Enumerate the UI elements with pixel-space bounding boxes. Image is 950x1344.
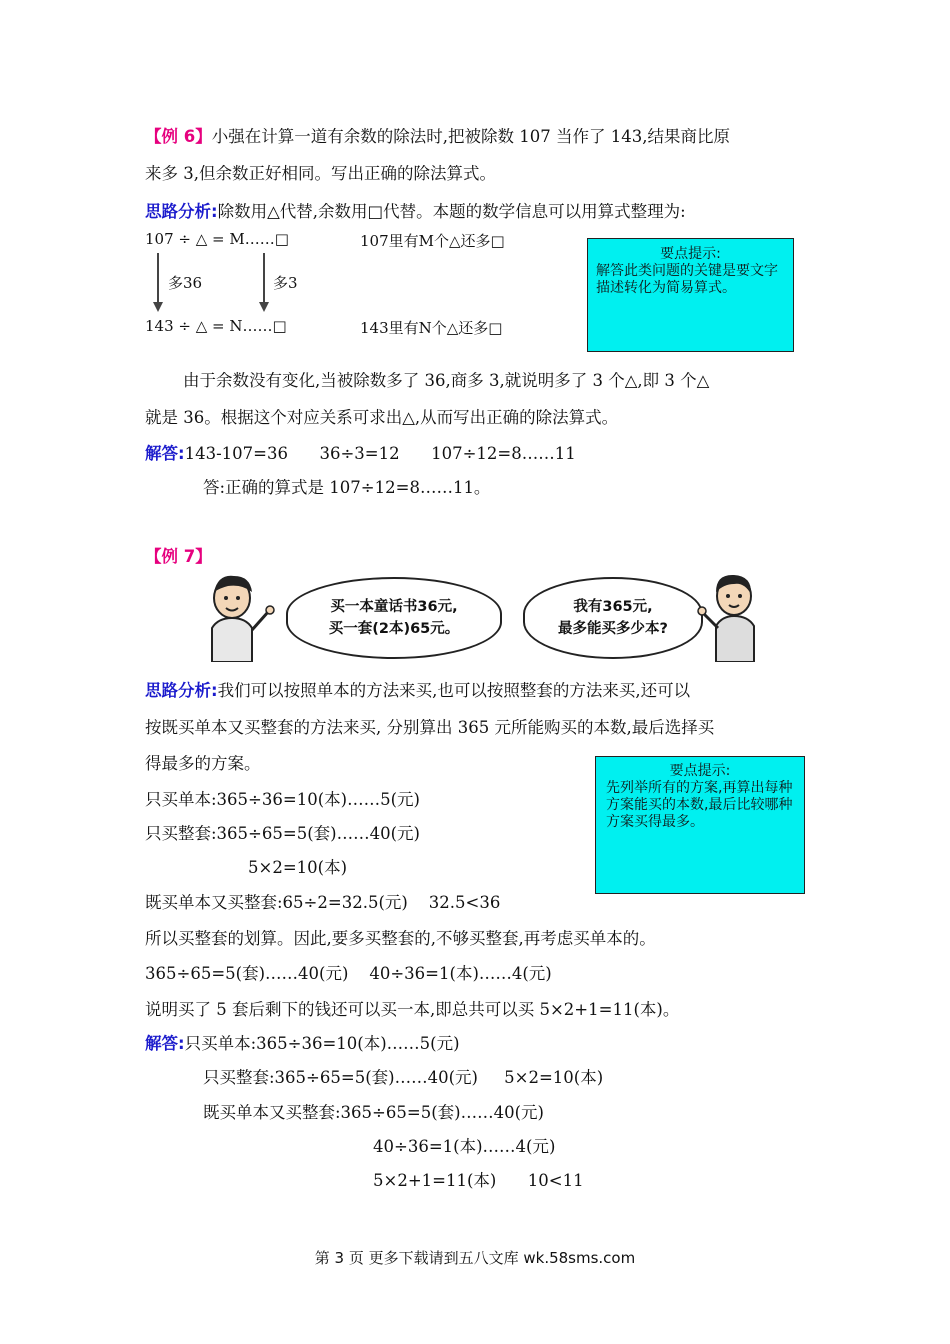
- bubble-left-line1: 买一本童话书36元,: [330, 599, 458, 615]
- ex6-problem-line2: 来多 3,但余数正好相同。写出正确的除法算式。: [145, 164, 496, 183]
- speech-bubble-right: [523, 577, 703, 659]
- ex6-tip-box: [587, 238, 794, 352]
- ex6-equation-2: 143 ÷ △ = N……□: [145, 317, 287, 335]
- ex6-analysis: 思路分析:除数用△代替,余数用□代替。本题的数学信息可以用算式整理为:: [145, 202, 686, 221]
- ex6-equation-1: 107 ÷ △ = M……□: [145, 230, 289, 248]
- ex6-equation-2-desc: 143里有N个△还多□: [360, 319, 503, 337]
- ex6-equation-1-desc: 107里有M个△还多□: [360, 232, 505, 250]
- ex6-arrow-right-label: 多3: [273, 274, 298, 292]
- ex7-line-both: 既买单本又买整套:65÷2=32.5(元) 32.5<36: [145, 893, 501, 912]
- ex7-tag: 【例 7】: [145, 547, 212, 566]
- ex6-answer-final: 答:正确的算式是 107÷12=8……11。: [203, 478, 491, 497]
- bubble-right-line1: 我有365元,: [573, 599, 653, 615]
- ex6-answer-label: 解答:: [145, 444, 185, 463]
- speech-bubble-left: [286, 577, 502, 659]
- ex7-line-set: 只买整套:365÷65=5(套)……40(元): [145, 824, 420, 843]
- ex7-analysis-label: 思路分析:: [145, 681, 218, 700]
- ex7-line-single: 只买单本:365÷36=10(本)……5(元): [145, 790, 420, 809]
- ex6-tip-title: 要点提示:: [660, 246, 721, 262]
- bubble-right-line2: 最多能买多少本?: [558, 621, 668, 637]
- ex6-arrowhead-left: [153, 302, 163, 312]
- ex6-arrow-left: [157, 253, 159, 303]
- ex7-line-set2: 5×2=10(本): [248, 858, 348, 877]
- bubble-left-line2: 买一套(2本)65元。: [328, 621, 460, 637]
- ex7-line-conclusion: 所以买整套的划算。因此,要多买整套的,不够买整套,再考虑买单本的。: [145, 929, 656, 948]
- ex7-tip-body: 先列举所有的方案,再算出每种方案能买的本数,最后比较哪种方案买得最多。: [606, 780, 793, 830]
- ex7-answer-both: 既买单本又买整套:365÷65=5(套)……40(元): [203, 1103, 544, 1122]
- ex7-answer-both3: 5×2+1=11(本) 10<11: [373, 1171, 584, 1190]
- ex6-paragraph-line1: 由于余数没有变化,当被除数多了 36,商多 3,就说明多了 3 个△,即 3 个△: [183, 371, 710, 390]
- boy-left-illustration: [198, 570, 278, 662]
- ex6-paragraph-line2: 就是 36。根据这个对应关系可求出△,从而写出正确的除法算式。: [145, 408, 619, 427]
- ex7-line-explain: 说明买了 5 套后剩下的钱还可以买一本,即总共可以买 5×2+1=11(本)。: [145, 1000, 680, 1019]
- ex7-answer-both2: 40÷36=1(本)……4(元): [373, 1137, 556, 1156]
- page-footer: 第 3 页 更多下载请到五八文库 wk.58sms.com: [314, 1249, 636, 1267]
- ex7-answer: 解答:只买单本:365÷36=10(本)……5(元): [145, 1034, 460, 1053]
- ex7-analysis-line1: 思路分析:我们可以按照单本的方法来买,也可以按照整套的方法来买,还可以: [145, 681, 691, 700]
- ex7-line-calc: 365÷65=5(套)……40(元) 40÷36=1(本)……4(元): [145, 964, 552, 983]
- ex7-analysis-line3: 得最多的方案。: [145, 754, 261, 773]
- ex6-arrowhead-right: [259, 302, 269, 312]
- ex6-answer: 解答:143-107=36 36÷3=12 107÷12=8……11: [145, 444, 576, 463]
- ex7-answer-set: 只买整套:365÷65=5(套)……40(元) 5×2=10(本): [203, 1068, 604, 1087]
- ex7-tip-box: [595, 756, 805, 894]
- boy-right-illustration: [694, 570, 764, 662]
- ex6-tag: 【例 6】: [145, 127, 212, 146]
- ex6-analysis-label: 思路分析:: [145, 202, 218, 221]
- ex7-answer-label: 解答:: [145, 1034, 185, 1053]
- ex6-arrow-right: [263, 253, 265, 303]
- ex7-tip-title: 要点提示:: [669, 763, 731, 779]
- ex6-problem-line1: 【例 6】小强在计算一道有余数的除法时,把被除数 107 当作了 143,结果商比原: [145, 127, 730, 146]
- ex6-arrow-left-label: 多36: [168, 274, 203, 292]
- ex7-analysis-line2: 按既买单本又买整套的方法来买, 分别算出 365 元所能购买的本数,最后选择买: [145, 718, 715, 737]
- ex6-tip-body: 解答此类问题的关键是要文字描述转化为简易算式。: [596, 263, 778, 296]
